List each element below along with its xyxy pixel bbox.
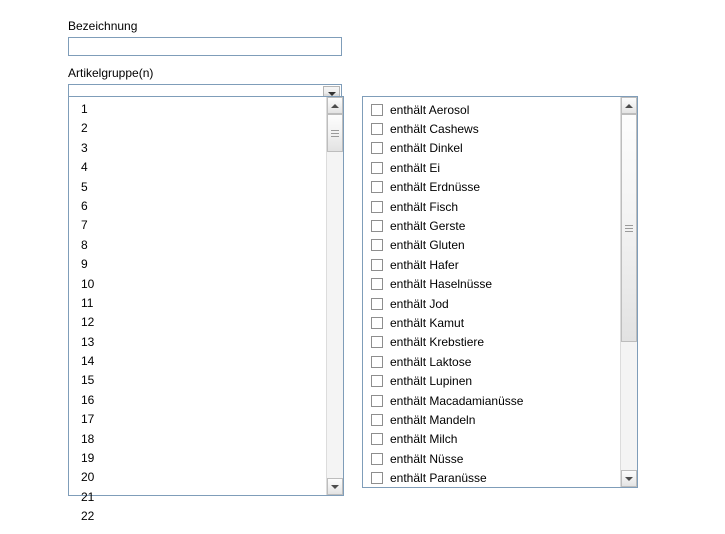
allergen-label: enthält Paranüsse bbox=[390, 471, 487, 486]
numbers-list[interactable] bbox=[69, 97, 326, 527]
list-item-label: 19 bbox=[81, 451, 95, 466]
allergen-checkbox-row[interactable] bbox=[363, 216, 620, 235]
allergen-label: enthält Gerste bbox=[390, 219, 466, 234]
allergen-label: enthält Kamut bbox=[390, 315, 465, 330]
checkbox-icon[interactable] bbox=[371, 162, 383, 174]
list-item[interactable] bbox=[69, 100, 326, 119]
list-item[interactable] bbox=[69, 216, 326, 235]
list-item[interactable] bbox=[69, 449, 326, 468]
checkbox-icon[interactable] bbox=[371, 433, 383, 445]
scroll-up-icon[interactable] bbox=[621, 97, 637, 114]
allergen-checkbox-row[interactable] bbox=[363, 371, 620, 390]
allergens-list-viewport bbox=[363, 97, 620, 487]
list-item[interactable] bbox=[69, 410, 326, 429]
list-item-label: 20 bbox=[81, 470, 95, 485]
checkbox-icon[interactable] bbox=[371, 414, 383, 426]
allergen-label: enthält Erdnüsse bbox=[390, 180, 481, 195]
allergen-label: enthält Fisch bbox=[390, 199, 459, 214]
list-item-label: 21 bbox=[81, 489, 95, 504]
allergen-checkbox-row[interactable] bbox=[363, 410, 620, 429]
numbers-scrollbar[interactable] bbox=[326, 97, 343, 495]
checkbox-icon[interactable] bbox=[371, 472, 383, 484]
checkbox-icon[interactable] bbox=[371, 453, 383, 465]
checkbox-icon[interactable] bbox=[371, 142, 383, 154]
allergen-checkbox-row[interactable] bbox=[363, 333, 620, 352]
list-item-label: 17 bbox=[81, 412, 95, 427]
list-item[interactable] bbox=[69, 333, 326, 352]
allergen-checkbox-row[interactable] bbox=[363, 449, 620, 468]
checkbox-icon[interactable] bbox=[371, 104, 383, 116]
allergen-label: enthält Lupinen bbox=[390, 374, 473, 389]
allergen-checkbox-row[interactable] bbox=[363, 430, 620, 449]
list-item[interactable] bbox=[69, 236, 326, 255]
allergen-checkbox-row[interactable] bbox=[363, 468, 620, 487]
grip-icon bbox=[625, 225, 633, 232]
numbers-list-panel[interactable] bbox=[68, 96, 344, 524]
allergen-checkbox-row[interactable] bbox=[363, 352, 620, 371]
checkbox-icon[interactable] bbox=[371, 123, 383, 135]
allergen-label: enthält Hafer bbox=[390, 257, 459, 272]
list-item-label: 3 bbox=[81, 140, 88, 155]
allergen-checkbox-row[interactable] bbox=[363, 197, 620, 216]
list-item[interactable] bbox=[69, 178, 326, 197]
list-item-label: 8 bbox=[81, 237, 88, 252]
numbers-scroll-track[interactable] bbox=[327, 114, 343, 478]
allergen-label: enthält Laktose bbox=[390, 354, 472, 369]
list-item-label: 7 bbox=[81, 218, 88, 233]
list-item[interactable] bbox=[69, 352, 326, 371]
allergen-label: enthält Ei bbox=[390, 160, 441, 175]
allergen-checkbox-row[interactable] bbox=[363, 294, 620, 313]
allergens-scroll-thumb[interactable] bbox=[621, 114, 637, 342]
list-item[interactable] bbox=[69, 139, 326, 158]
allergen-checkbox-row[interactable] bbox=[363, 119, 620, 138]
checkbox-icon[interactable] bbox=[371, 395, 383, 407]
grip-icon bbox=[331, 130, 339, 137]
allergen-label: enthält Haselnüsse bbox=[390, 277, 493, 292]
allergen-label: enthält Jod bbox=[390, 296, 449, 311]
allergen-label: enthält Aerosol bbox=[390, 102, 470, 117]
list-item-label: 9 bbox=[81, 257, 88, 272]
checkbox-icon[interactable] bbox=[371, 181, 383, 193]
allergen-label: enthält Mandeln bbox=[390, 412, 476, 427]
allergens-scroll-track[interactable] bbox=[621, 114, 637, 470]
scroll-down-icon[interactable] bbox=[327, 478, 343, 495]
checkbox-icon[interactable] bbox=[371, 356, 383, 368]
allergen-checkbox-row[interactable] bbox=[363, 158, 620, 177]
allergen-checkbox-row[interactable] bbox=[363, 313, 620, 332]
checkbox-icon[interactable] bbox=[371, 259, 383, 271]
list-item[interactable] bbox=[69, 275, 326, 294]
allergen-checkbox-row[interactable] bbox=[363, 100, 620, 119]
list-item[interactable] bbox=[69, 158, 326, 177]
checkbox-icon[interactable] bbox=[371, 336, 383, 348]
list-item[interactable] bbox=[69, 507, 326, 526]
allergen-checkbox-row[interactable] bbox=[363, 255, 620, 274]
list-item[interactable] bbox=[69, 255, 326, 274]
checkbox-icon[interactable] bbox=[371, 220, 383, 232]
list-item[interactable] bbox=[69, 371, 326, 390]
list-item-label: 22 bbox=[81, 509, 95, 524]
allergen-label: enthält Milch bbox=[390, 432, 458, 447]
artikelgruppe-label: Artikelgruppe(n) bbox=[68, 66, 154, 80]
allergen-checkbox-row[interactable] bbox=[363, 236, 620, 255]
checkbox-icon[interactable] bbox=[371, 298, 383, 310]
allergen-label: enthält Krebstiere bbox=[390, 335, 485, 350]
form-area bbox=[68, 18, 344, 104]
list-item[interactable] bbox=[69, 294, 326, 313]
allergen-label: enthält Gluten bbox=[390, 238, 465, 253]
list-item[interactable] bbox=[69, 430, 326, 449]
list-item-label: 11 bbox=[81, 295, 94, 310]
numbers-scroll-thumb[interactable] bbox=[327, 114, 343, 152]
allergens-list-panel[interactable] bbox=[362, 96, 638, 488]
allergen-checkbox-row[interactable] bbox=[363, 139, 620, 158]
allergen-label: enthält Cashews bbox=[390, 122, 479, 137]
checkbox-icon[interactable] bbox=[371, 317, 383, 329]
list-item-label: 2 bbox=[81, 121, 88, 136]
list-item[interactable] bbox=[69, 313, 326, 332]
numbers-list-viewport bbox=[69, 97, 326, 524]
list-item-label: 12 bbox=[81, 315, 95, 330]
allergen-checkbox-row[interactable] bbox=[363, 275, 620, 294]
list-item-label: 6 bbox=[81, 198, 88, 213]
list-item[interactable] bbox=[69, 488, 326, 507]
list-item-label: 14 bbox=[81, 354, 95, 369]
bezeichnung-label: Bezeichnung bbox=[68, 19, 138, 33]
allergens-scrollbar[interactable] bbox=[620, 97, 637, 487]
allergen-label: enthält Macadamianüsse bbox=[390, 393, 524, 408]
list-item[interactable] bbox=[69, 197, 326, 216]
checkbox-icon[interactable] bbox=[371, 278, 383, 290]
checkbox-icon[interactable] bbox=[371, 239, 383, 251]
list-item-label: 18 bbox=[81, 431, 95, 446]
list-item[interactable] bbox=[69, 119, 326, 138]
allergen-checkbox-row[interactable] bbox=[363, 178, 620, 197]
scroll-up-icon[interactable] bbox=[327, 97, 343, 114]
allergens-list[interactable] bbox=[363, 97, 620, 488]
bezeichnung-input[interactable] bbox=[68, 37, 342, 56]
list-item-label: 10 bbox=[81, 276, 95, 291]
allergen-label: enthält Nüsse bbox=[390, 451, 464, 466]
list-item[interactable] bbox=[69, 391, 326, 410]
list-item-label: 5 bbox=[81, 179, 88, 194]
list-item-label: 1 bbox=[81, 102, 88, 116]
checkbox-icon[interactable] bbox=[371, 375, 383, 387]
list-item-label: 16 bbox=[81, 392, 95, 407]
allergen-label: enthält Dinkel bbox=[390, 141, 463, 156]
list-item[interactable] bbox=[69, 468, 326, 487]
list-item-label: 13 bbox=[81, 334, 95, 349]
list-item-label: 15 bbox=[81, 373, 95, 388]
checkbox-icon[interactable] bbox=[371, 201, 383, 213]
allergen-checkbox-row[interactable] bbox=[363, 391, 620, 410]
list-item-label: 4 bbox=[81, 160, 88, 175]
scroll-down-icon[interactable] bbox=[621, 470, 637, 487]
